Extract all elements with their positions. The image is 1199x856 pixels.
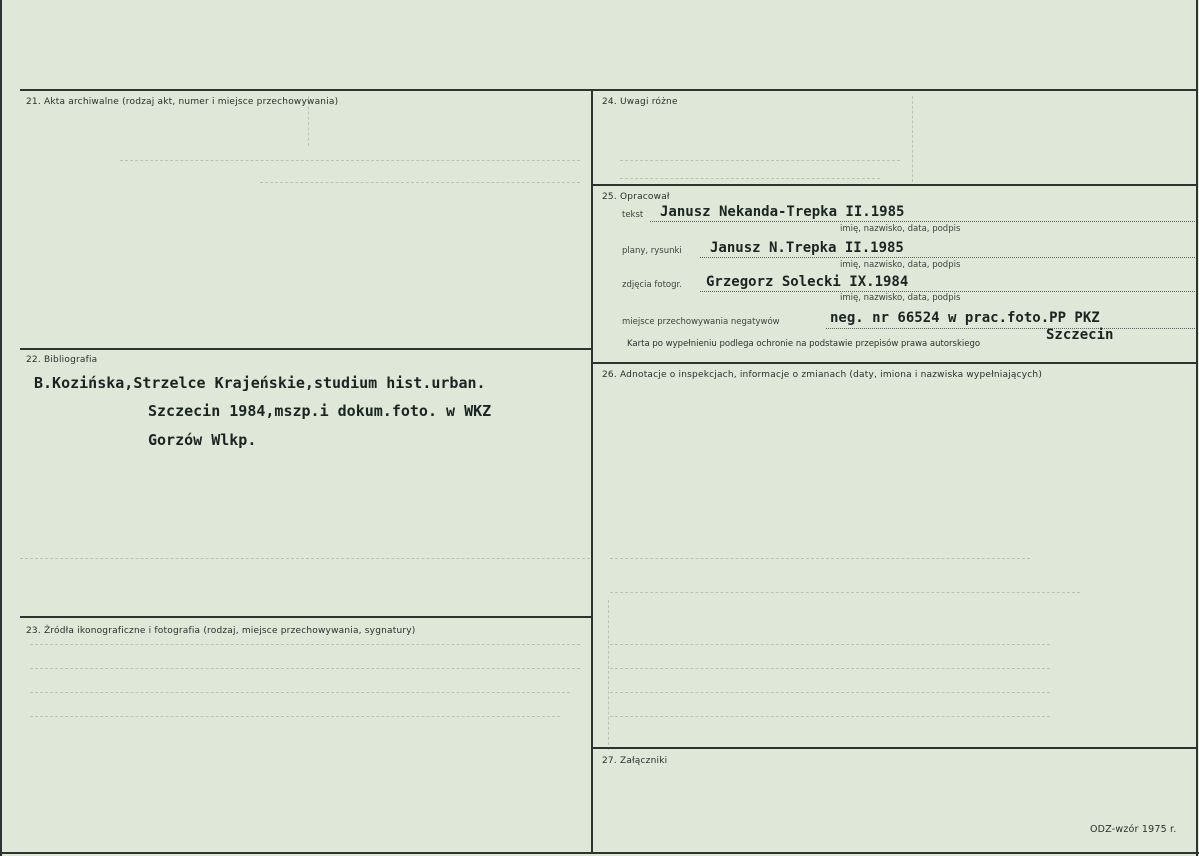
bleed-line [30, 668, 580, 669]
bleed-line [610, 692, 1050, 693]
plany-caption: imię, nazwisko, data, podpis [840, 260, 961, 270]
page-edge-right [1196, 0, 1198, 856]
page-edge-left [0, 0, 2, 856]
rule-21-22 [20, 348, 592, 350]
section-24-header: 24. Uwagi różne [602, 97, 678, 107]
plany-value: Janusz N.Trepka II.1985 [710, 240, 904, 256]
rule-25-26 [592, 362, 1197, 364]
negatywy-label: miejsce przechowywania negatywów [622, 317, 780, 327]
bleed-line [260, 182, 580, 183]
zdjecia-caption: imię, nazwisko, data, podpis [840, 293, 961, 303]
section-23-header: 23. Źródła ikonograficzne i fotografia (rodzaj, miejsce przechowywania, sygnatury) [26, 626, 416, 636]
top-rule [20, 89, 1197, 91]
tekst-value: Janusz Nekanda-Trepka II.1985 [660, 204, 905, 220]
negatywy-value: neg. nr 66524 w prac.foto.PP PKZ [830, 310, 1100, 326]
zdjecia-value: Grzegorz Solecki IX.1984 [706, 274, 909, 290]
section-27-header: 27. Załączniki [602, 756, 668, 766]
tekst-label: tekst [622, 210, 644, 220]
copyright-note: Karta po wypełnieniu podlega ochronie na podstawie przepisów prawa autorskiego [627, 339, 981, 349]
section-21-header: 21. Akta archiwalne (rodzaj akt, numer i miejsce przechowywania) [26, 97, 339, 107]
bleed-line [610, 558, 1030, 559]
bibliography-line-3: Gorzów Wlkp. [148, 431, 257, 449]
rule-26-27 [592, 747, 1197, 749]
bleed-line [30, 692, 570, 693]
plany-line [700, 257, 1195, 258]
bibliography-line-1: B.Kozińska,Strzelce Krajeńskie,studium hist.urban. [34, 374, 486, 392]
form-id: ODZ-wzór 1975 r. [1090, 824, 1177, 835]
plany-label: plany, rysunki [622, 246, 682, 256]
rule-24-25 [592, 184, 1197, 186]
bleed-line [620, 178, 880, 179]
bleed-line [30, 716, 560, 717]
bleed-line [610, 716, 1050, 717]
zdjecia-label: zdjęcia fotogr. [622, 280, 682, 290]
bleed-line [20, 558, 590, 559]
tekst-caption: imię, nazwisko, data, podpis [840, 224, 961, 234]
section-22-header: 22. Bibliografia [26, 355, 98, 365]
rule-22-23 [20, 616, 592, 618]
tekst-line [650, 221, 1195, 222]
bleed-line [120, 160, 580, 161]
negatywy-value-2: Szczecin [1046, 327, 1114, 343]
zdjecia-line [700, 291, 1195, 292]
bleed-line [610, 668, 1050, 669]
bibliography-line-2: Szczecin 1984,mszp.i dokum.foto. w WKZ [148, 402, 492, 420]
bleed-line [608, 600, 609, 750]
bleed-line [30, 644, 580, 645]
bleed-line [620, 160, 900, 161]
bleed-line [610, 592, 1080, 593]
section-26-header: 26. Adnotacje o inspekcjach, informacje o zmianach (daty, imiona i nazwiska wypełniających) [602, 370, 1043, 380]
section-25-header: 25. Opracował [602, 192, 670, 202]
page-edge-bottom [0, 852, 1199, 854]
bleed-line [610, 644, 1050, 645]
negatywy-line [826, 328, 1195, 329]
bleed-line [912, 96, 913, 182]
center-divider [591, 89, 593, 852]
